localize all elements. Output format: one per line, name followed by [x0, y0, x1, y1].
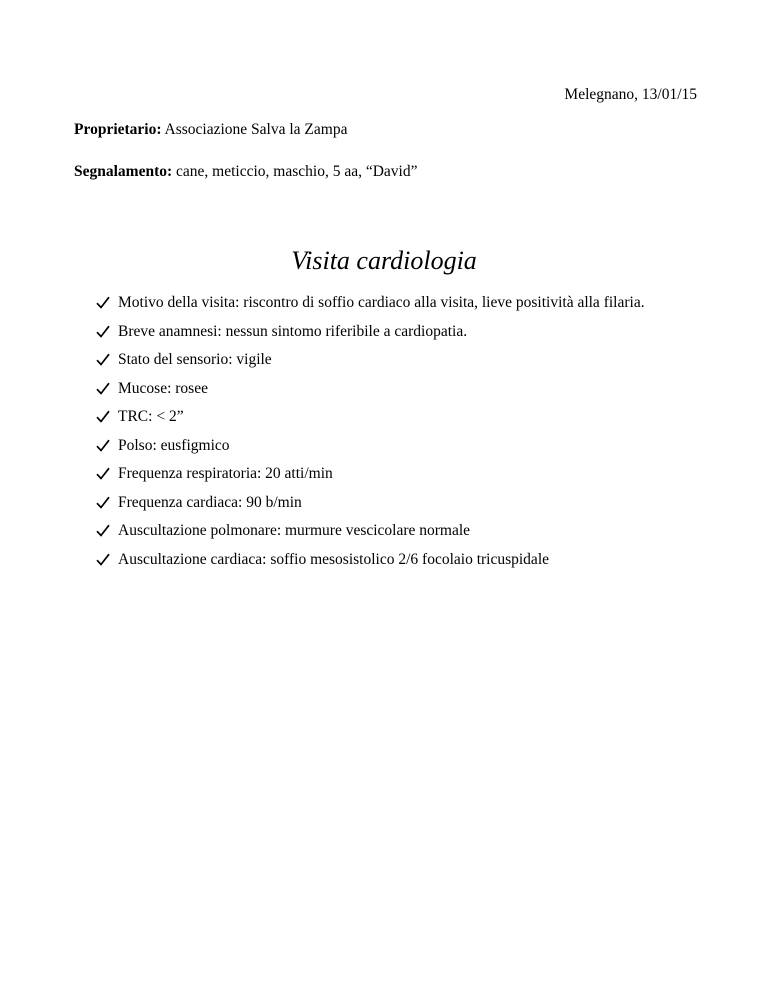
- checklist-item-text: Motivo della visita: riscontro di soffio cardiaco alla visita, lieve positività alla filaria.: [118, 294, 645, 311]
- checkmark-icon: [96, 496, 110, 509]
- checkmark-icon: [96, 296, 110, 309]
- checklist-item-text: Auscultazione cardiaca: soffio mesosistolico 2/6 focolaio tricuspidale: [118, 550, 550, 568]
- checkmark-icon: [96, 524, 110, 537]
- checklist-item: [96, 375, 696, 404]
- checklist-item-text: TRC: < 2”: [118, 408, 184, 425]
- document-title: Visita cardiologia: [291, 246, 477, 275]
- checklist-item: [96, 289, 696, 318]
- owner-label: Proprietario:: [74, 121, 162, 138]
- checkmark-icon: [96, 553, 110, 566]
- owner-value: Associazione Salva la Zampa: [161, 121, 348, 138]
- checkmark-icon: [96, 325, 110, 338]
- checklist-item: [96, 517, 696, 546]
- checklist-item-text: Frequenza cardiaca: 90 b/min: [118, 493, 302, 511]
- signalment-field: [74, 163, 417, 181]
- checkmark-icon: [96, 439, 110, 452]
- checklist-item: [96, 318, 696, 347]
- checkmark-icon: [96, 353, 110, 366]
- checklist-item: [96, 489, 696, 518]
- checkmark-icon: [96, 410, 110, 423]
- findings-checklist: [96, 289, 696, 574]
- checklist-item: [96, 346, 696, 375]
- checkmark-icon: [96, 467, 110, 480]
- checklist-item-text: Frequenza respiratoria: 20 atti/min: [118, 465, 333, 482]
- place-date: Melegnano, 13/01/15: [564, 86, 697, 103]
- checklist-item-text: Breve anamnesi: nessun sintomo riferibile a cardiopatia.: [118, 322, 468, 340]
- checklist-item: [96, 432, 696, 461]
- checklist-item-text: Stato del sensorio: vigile: [118, 351, 272, 368]
- checklist-item: [96, 460, 696, 489]
- checklist-item: [96, 546, 696, 575]
- checklist-item-text: Polso: eusfigmico: [118, 436, 230, 454]
- checkmark-icon: [96, 382, 110, 395]
- checklist-item: [96, 403, 696, 432]
- signalment-label: Segnalamento:: [74, 163, 173, 180]
- signalment-value: cane, meticcio, maschio, 5 aa, “David”: [172, 163, 418, 180]
- checklist-item-text: Auscultazione polmonare: murmure vescicolare normale: [118, 522, 471, 539]
- owner-field: [74, 121, 347, 139]
- checklist-item-text: Mucose: rosee: [118, 379, 208, 397]
